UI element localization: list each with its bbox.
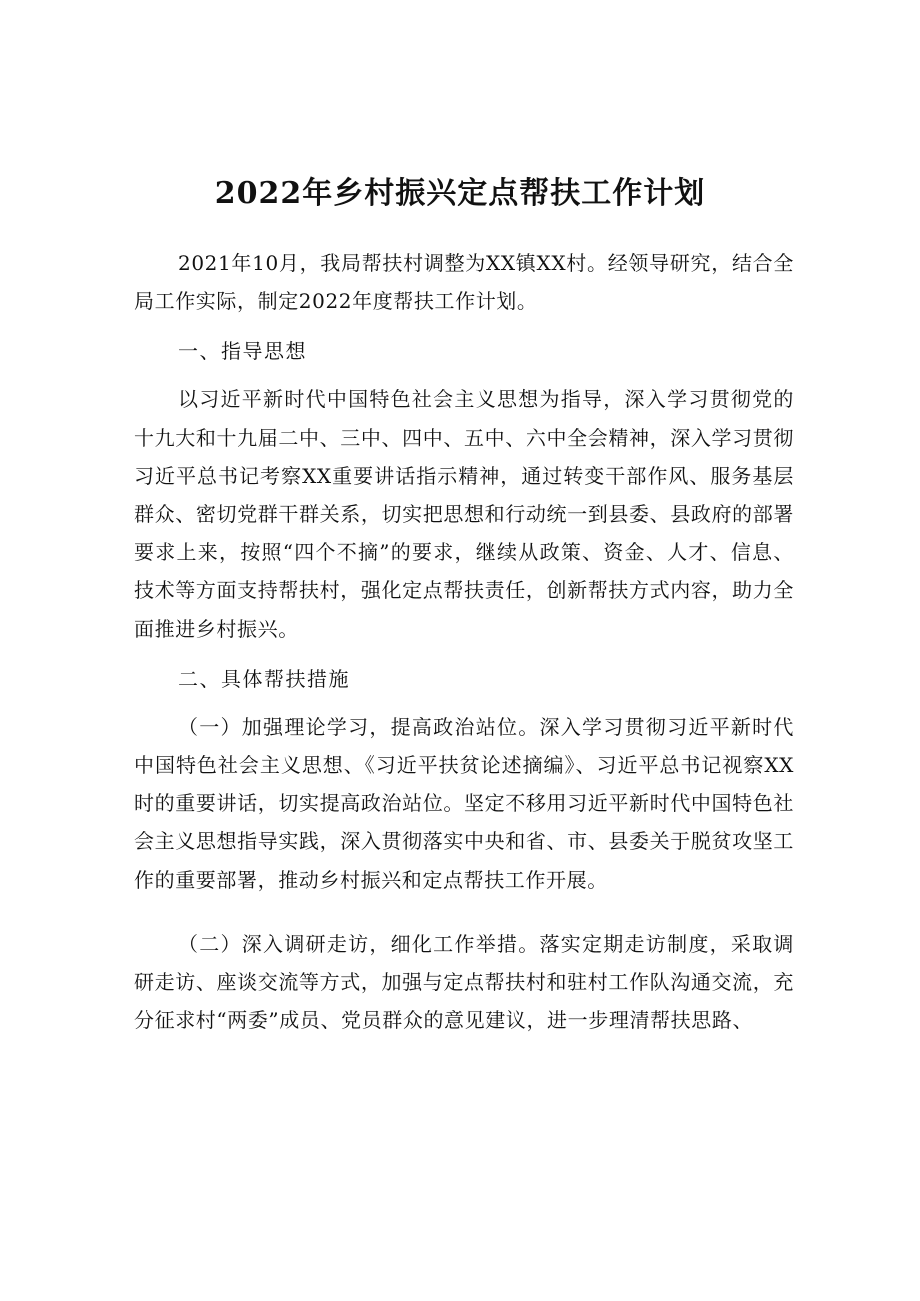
measure-paragraph-2: （二）深入调研走访，细化工作举措。落实定期走访制度，采取调研走访、座谈交流等方式，加强与定点帮扶村和驻村工作队沟通交流，充分征求村“两委”成员、党员群众的意见建议，进一步理清帮扶思路、: [134, 931, 794, 1033]
document-body: [134, 244, 794, 1039]
paragraph-gap: [134, 899, 794, 917]
measure-paragraph-1: （一）加强理论学习，提高政治站位。深入学习贯彻习近平新时代中国特色社会主义思想、《习近平扶贫论述摘编》、习近平总书记视察XX时的重要讲话，切实提高政治站位。坚定不移用习近平新时代中国特色社会主义思想指导实践，深入贯彻落实中央和省、市、县委关于脱贫攻坚工作的重要部署，推动乡村振兴和定点帮扶工作开展。: [134, 714, 794, 892]
intro-paragraph: 2021年10月，我局帮扶村调整为XX镇XX村。经领导研究，结合全局工作实际，制定2022年度帮扶工作计划。: [134, 251, 794, 314]
document-title: 2022年乡村振兴定点帮扶工作计划: [214, 176, 706, 211]
section-heading-guiding-ideology: 一、指导思想: [178, 339, 307, 364]
section-heading-measures: 二、具体帮扶措施: [178, 666, 350, 691]
guiding-ideology-paragraph: 以习近平新时代中国特色社会主义思想为指导，深入学习贯彻党的十九大和十九届二中、三中、四中、五中、六中全会精神，深入学习贯彻习近平总书记考察XX重要讲话指示精神，通过转变干部作风、服务基层群众、密切党群干群关系，切实把思想和行动统一到县委、县政府的部署要求上来，按照“四个不摘”的要求，继续从政策、资金、人才、信息、技术等方面支持帮扶村，强化定点帮扶责任，创新帮扶方式内容，助力全面推进乡村振兴。: [134, 387, 794, 641]
